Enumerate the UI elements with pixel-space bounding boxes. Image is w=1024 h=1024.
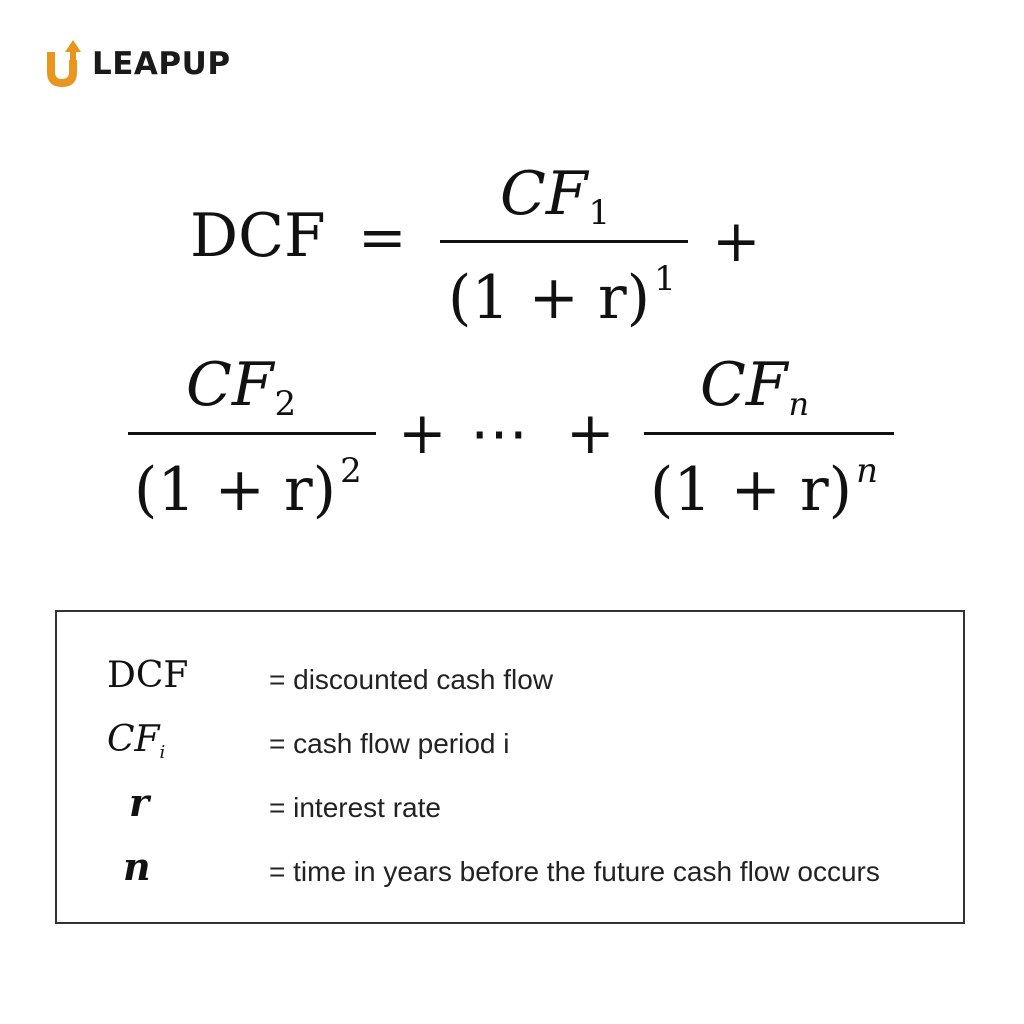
legend-box: [55, 610, 965, 924]
legend-symbol-n: n: [123, 844, 151, 889]
termn-numerator: CFn: [700, 350, 810, 423]
term1-denominator: (1 + r) $^1$: [448, 259, 676, 333]
legend-symbol-r: r: [129, 780, 150, 825]
lhs-dcf: DCF: [190, 201, 326, 271]
legend-desc-r: = interest rate: [269, 792, 441, 823]
leapup-logo: [42, 38, 231, 90]
logo-text: LEAPUP: [92, 45, 231, 82]
formula-lhs: [190, 201, 326, 271]
plus-sign-2: +: [398, 399, 447, 467]
termn-denominator: (1 + r) $^n$: [650, 451, 878, 525]
legend-desc-cfi: = cash flow period i: [269, 728, 510, 759]
ellipsis: ⋯: [470, 399, 528, 467]
term1-numerator: CF1: [500, 159, 611, 233]
plus-sign-1: +: [712, 207, 761, 275]
leapup-u-arrow-icon: [42, 38, 82, 90]
termn-fraction-bar: [644, 432, 894, 435]
plus-sign-3: +: [566, 399, 615, 467]
term2-numerator: CF2: [186, 350, 297, 424]
term1-fraction-bar: [440, 240, 688, 243]
legend-desc-dcf: = discounted cash flow: [269, 664, 554, 695]
term2-denominator: (1 + r) $^2$: [134, 451, 362, 525]
legend-symbol-cfi: CFi: [107, 719, 166, 763]
equals-sign: =: [358, 203, 407, 271]
legend-desc-n: = time in years before the future cash flow occurs: [269, 856, 880, 887]
term2-fraction-bar: [128, 432, 376, 435]
legend-symbol-dcf: DCF: [107, 655, 189, 696]
